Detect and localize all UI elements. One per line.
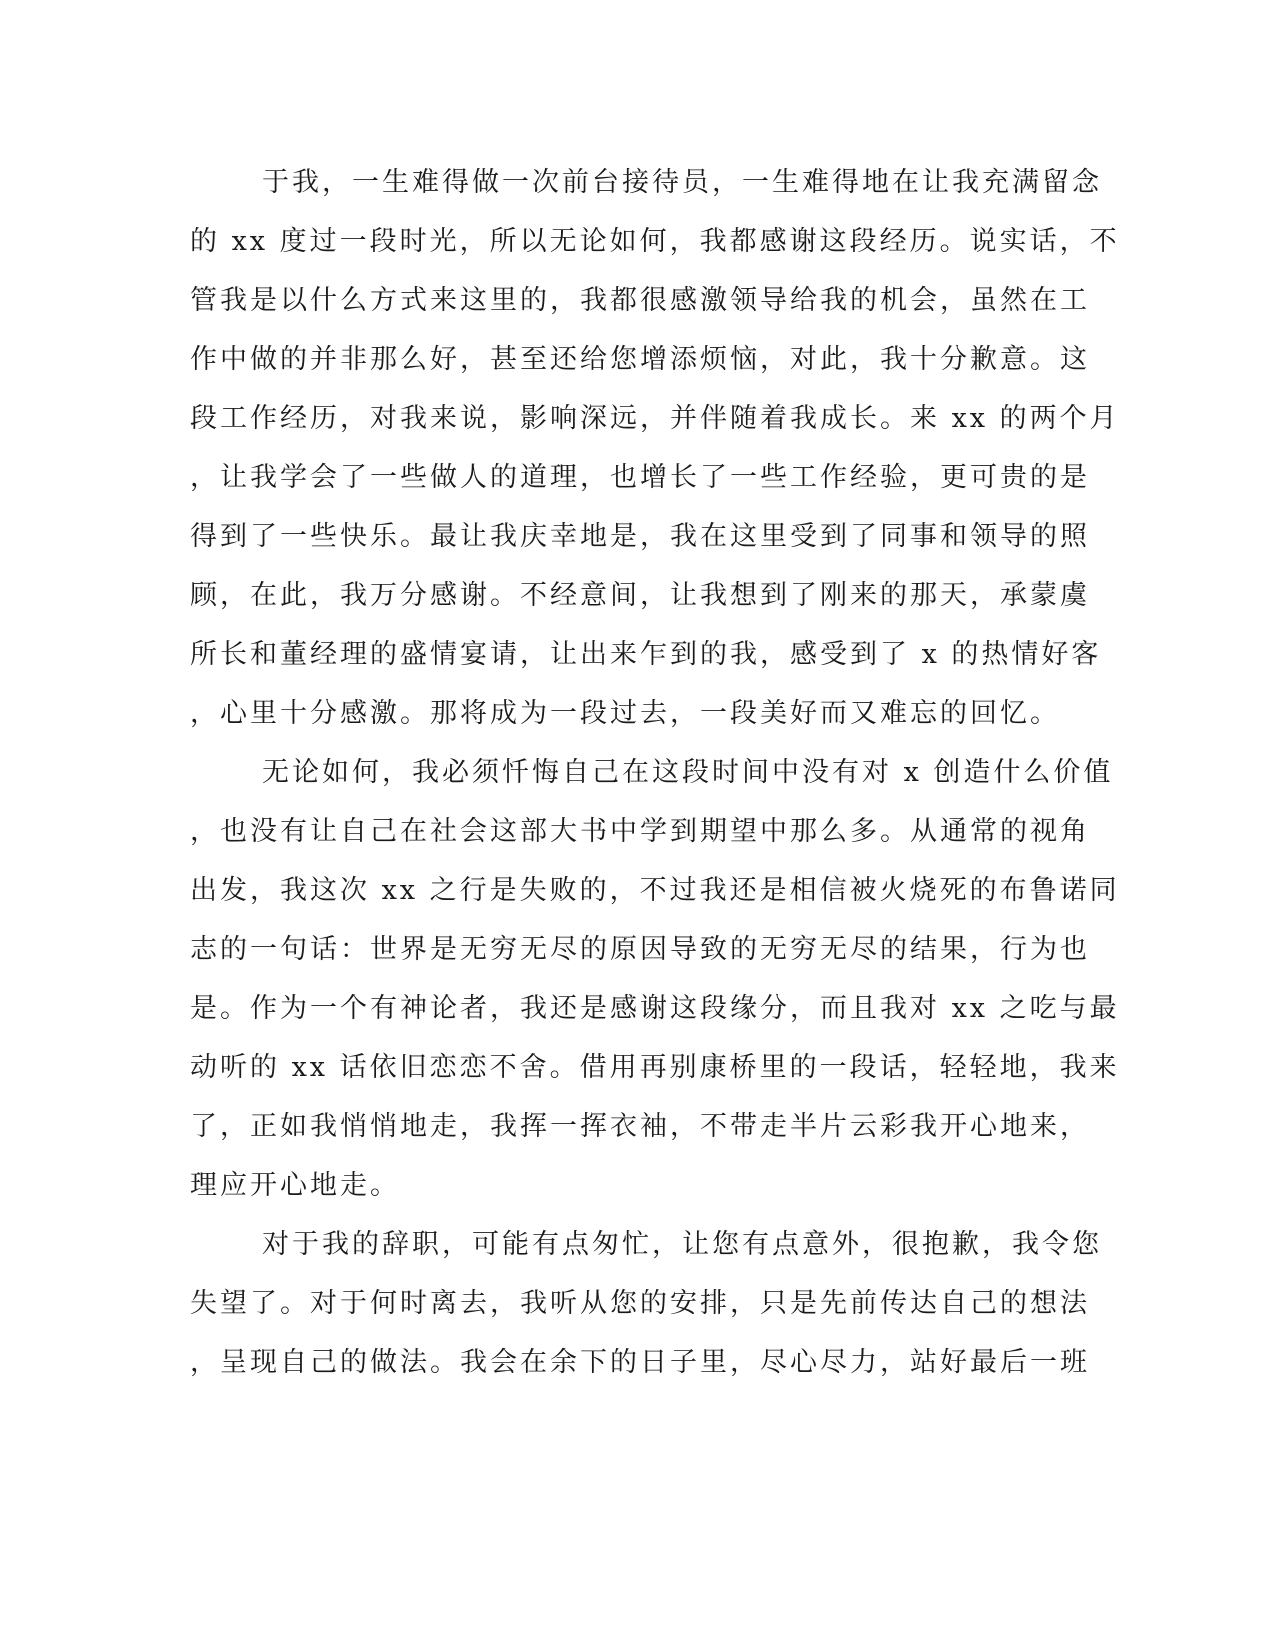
paragraph-1-line-6: ，让我学会了一些做人的道理，也增长了一些工作经验，更可贵的是	[190, 462, 1090, 493]
paragraph-1-line-1: 于我，一生难得做一次前台接待员，一生难得地在让我充满留念	[262, 167, 1102, 198]
paragraph-2-line-1: 无论如何，我必须忏悔自己在这段时间中没有对 x 创造什么价值	[262, 757, 1114, 788]
paragraph-2-line-4: 志的一句话：世界是无穷无尽的原因导致的无穷无尽的结果，行为也	[190, 934, 1090, 965]
paragraph-1-line-9: 所长和董经理的盛情宴请，让出来乍到的我，感受到了 x 的热情好客	[190, 639, 1102, 670]
paragraph-1-line-7: 得到了一些快乐。最让我庆幸地是，我在这里受到了同事和领导的照	[190, 521, 1090, 552]
paragraph-3-line-3: ，呈现自己的做法。我会在余下的日子里，尽心尽力，站好最后一班	[190, 1347, 1090, 1378]
paragraph-2-line-2: ，也没有让自己在社会这部大书中学到期望中那么多。从通常的视角	[190, 816, 1090, 847]
paragraph-2-line-5: 是。作为一个有神论者，我还是感谢这段缘分，而且我对 xx 之吃与最	[190, 993, 1120, 1024]
paragraph-3-line-2: 失望了。对于何时离去，我听从您的安排，只是先前传达自己的想法	[190, 1288, 1090, 1319]
paragraph-2-line-3: 出发，我这次 xx 之行是失败的，不过我还是相信被火烧死的布鲁诺同	[190, 875, 1120, 906]
paragraph-3-line-1: 对于我的辞职，可能有点匆忙，让您有点意外，很抱歉，我令您	[262, 1229, 1102, 1260]
paragraph-1-line-2: 的 xx 度过一段时光，所以无论如何，我都感谢这段经历。说实话，不	[190, 226, 1120, 257]
paragraph-1-line-4: 作中做的并非那么好，甚至还给您增添烦恼，对此，我十分歉意。这	[190, 344, 1090, 375]
paragraph-1-line-8: 顾，在此，我万分感谢。不经意间，让我想到了刚来的那天，承蒙虞	[190, 580, 1090, 611]
paragraph-1-line-10: ，心里十分感激。那将成为一段过去，一段美好而又难忘的回忆。	[190, 698, 1060, 729]
paragraph-2-line-8: 理应开心地走。	[190, 1170, 400, 1201]
paragraph-1-line-3: 管我是以什么方式来这里的，我都很感激领导给我的机会，虽然在工	[190, 285, 1090, 316]
paragraph-1-line-5: 段工作经历，对我来说，影响深远，并伴随着我成长。来 xx 的两个月	[190, 403, 1120, 434]
paragraph-2-line-6: 动听的 xx 话依旧恋恋不舍。借用再别康桥里的一段话，轻轻地，我来	[190, 1052, 1120, 1083]
paragraph-2-line-7: 了，正如我悄悄地走，我挥一挥衣袖，不带走半片云彩我开心地来，	[190, 1111, 1090, 1142]
